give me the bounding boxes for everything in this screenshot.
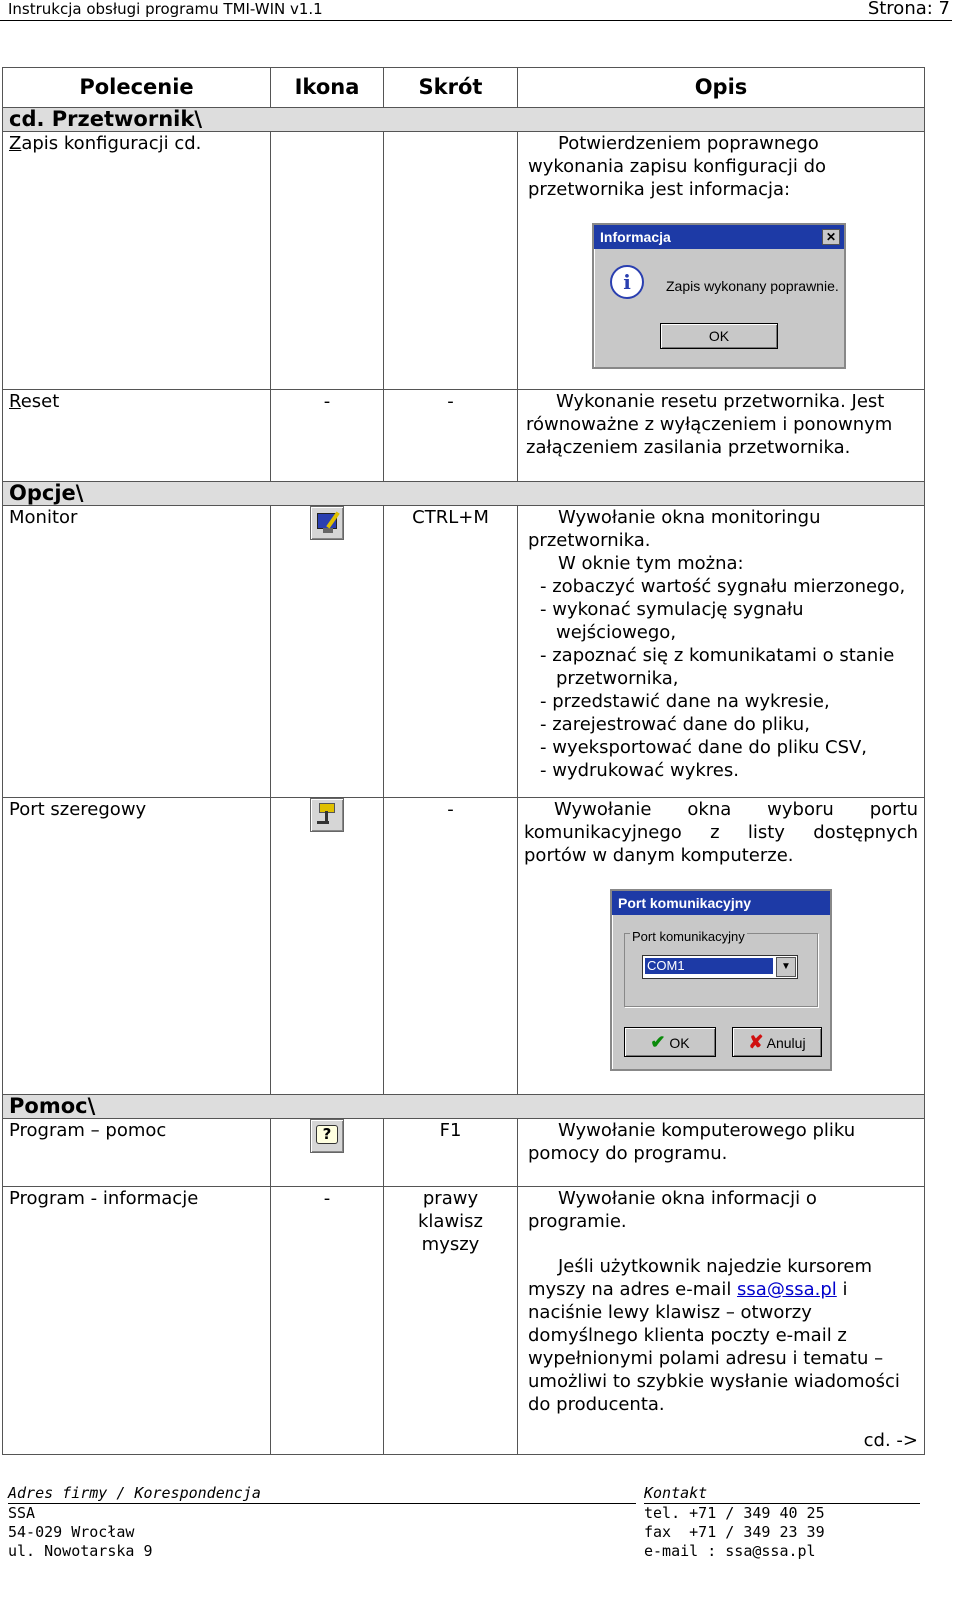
list-item: - zarejestrować dane do pliku, (540, 714, 810, 735)
section-row (3, 482, 925, 506)
description-cell: Wywołanie komputerowego pliku pomocy do programu. (518, 1119, 925, 1187)
email-link[interactable]: ssa@ssa.pl (737, 1279, 837, 1300)
footer-address-title: Adres firmy / Korespondencja (8, 1484, 636, 1504)
col-header: Polecenie (3, 68, 271, 108)
list-item: - zobaczyć wartość sygnału mierzonego, (540, 576, 906, 597)
shortcut-cell: prawy klawisz myszy (384, 1187, 518, 1455)
monitor-icon[interactable] (310, 506, 344, 540)
command-cell: Port szeregowy (3, 798, 271, 1095)
icon-cell (271, 798, 384, 1095)
command-cell: Reset (3, 390, 271, 482)
description-cell: Wywołanie okna informacji o programie. Jeśli użytkownik najedzie kursorem myszy na adres e-mail ssa@ssa.pl i naciśnie lewy klawisz – otworzy domyślnego klienta poczty e-mail z wypełnionymi polami adresu i tematu – umożliwi to szybkie wysłanie wiadomości do producenta. cd. -> (518, 1187, 925, 1455)
footer-line: tel. +71 / 349 40 25 (644, 1504, 825, 1522)
col-header: Skrót (384, 68, 518, 108)
col-header: Opis (518, 68, 925, 108)
shortcut-cell: CTRL+M (384, 506, 518, 798)
table-row (3, 1119, 925, 1187)
ok-button[interactable]: OK (660, 323, 778, 349)
cancel-button[interactable]: ✘ Anuluj (732, 1027, 822, 1057)
command-cell: Monitor (3, 506, 271, 798)
info-dialog (592, 223, 846, 369)
command-table (2, 67, 925, 1455)
page-number: Strona: 7 (867, 0, 950, 19)
serial-port-icon[interactable] (310, 798, 344, 832)
description-cell: Wykonanie resetu przetwornika. Jest równoważne z wyłączeniem i ponownym załączeniem zasilania przetwornika. (518, 390, 925, 482)
section-row (3, 1095, 925, 1119)
icon-cell (271, 132, 384, 390)
footer-line: fax +71 / 349 23 39 (644, 1523, 825, 1541)
list-item: - wydrukować wykres. (540, 760, 739, 781)
section-title: cd. Przetwornik\ (3, 108, 925, 132)
table-row (3, 798, 925, 1095)
footer-line: ul. Nowotarska 9 (8, 1542, 153, 1560)
list-item: - wykonać symulację sygnału wejściowego, (540, 599, 804, 643)
col-header: Ikona (271, 68, 384, 108)
dialog-titlebar: Port komunikacyjny (612, 891, 830, 915)
port-select-value: COM1 (645, 958, 773, 974)
footer-line: e-mail : ssa@ssa.pl (644, 1542, 816, 1560)
info-icon: i (610, 265, 644, 299)
dialog-message: Zapis wykonany poprawnie. (666, 278, 839, 294)
continued-label: cd. -> (863, 1430, 918, 1451)
page-header (0, 0, 952, 21)
table-row (3, 132, 925, 390)
shortcut-cell: - (384, 798, 518, 1095)
table-header (3, 68, 925, 108)
list-item: - zapoznać się z komunikatami o stanie przetwornika, (540, 645, 895, 689)
close-icon[interactable]: ✕ (822, 229, 840, 245)
dropdown-arrow-icon[interactable]: ▼ (776, 957, 796, 977)
command-cell: Zapis konfiguracji cd. (3, 132, 271, 390)
description-cell: Potwierdzeniem poprawnego wykonania zapisu konfiguracji do przetwornika jest informacja: Informacja ✕ i Zapis wykonany poprawnie. OK (518, 132, 925, 390)
command-cell: Program - informacje (3, 1187, 271, 1455)
check-icon: ✔ (650, 1032, 666, 1052)
icon-cell: - (271, 390, 384, 482)
icon-cell (271, 1119, 384, 1187)
footer-contact-title: Kontakt (644, 1484, 920, 1504)
section-title: Pomoc\ (3, 1095, 925, 1119)
help-icon[interactable]: ? (310, 1119, 344, 1153)
dialog-titlebar: Informacja ✕ (594, 225, 844, 249)
group-label: Port komunikacyjny (630, 925, 747, 948)
footer-line: 54-029 Wrocław (8, 1523, 135, 1541)
cross-icon: ✘ (748, 1032, 764, 1052)
table-row (3, 1187, 925, 1455)
list-item: - przedstawić dane na wykresie, (540, 691, 830, 712)
port-select[interactable] (642, 955, 798, 979)
footer-line: SSA (8, 1504, 36, 1522)
list-item: - wyeksportować dane do pliku CSV, (540, 737, 868, 758)
ok-button[interactable]: ✔ OK (624, 1027, 716, 1057)
table-row (3, 390, 925, 482)
description-cell: Wywołanie okna monitoringu przetwornika. W oknie tym można: - zobaczyć wartość sygnału mierzonego, - wykonać symulację sygnału wejściowego, - zapoznać się z komunikatami o stanie przetwornika, - przedstawić dane na wykresie, - zarejestrować dane do pliku, - wyeksportować dane do pliku CSV, - wydrukować wykres. (518, 506, 925, 798)
doc-title: Instrukcja obsługi programu TMI-WIN v1.1 (8, 0, 323, 18)
port-dialog (610, 889, 832, 1071)
description-cell: Wywołanie okna wyboru portu komunikacyjnego z listy dostępnych portów w danym komputerze. Port komunikacyjny Port komunikacyjny COM1 ▼ ✔ OK ✘ Anuluj (518, 798, 925, 1095)
section-row (3, 108, 925, 132)
icon-cell (271, 506, 384, 798)
section-title: Opcje\ (3, 482, 925, 506)
table-row (3, 506, 925, 798)
shortcut-cell (384, 132, 518, 390)
icon-cell: - (271, 1187, 384, 1455)
shortcut-cell: - (384, 390, 518, 482)
shortcut-cell: F1 (384, 1119, 518, 1187)
command-cell: Program – pomoc (3, 1119, 271, 1187)
